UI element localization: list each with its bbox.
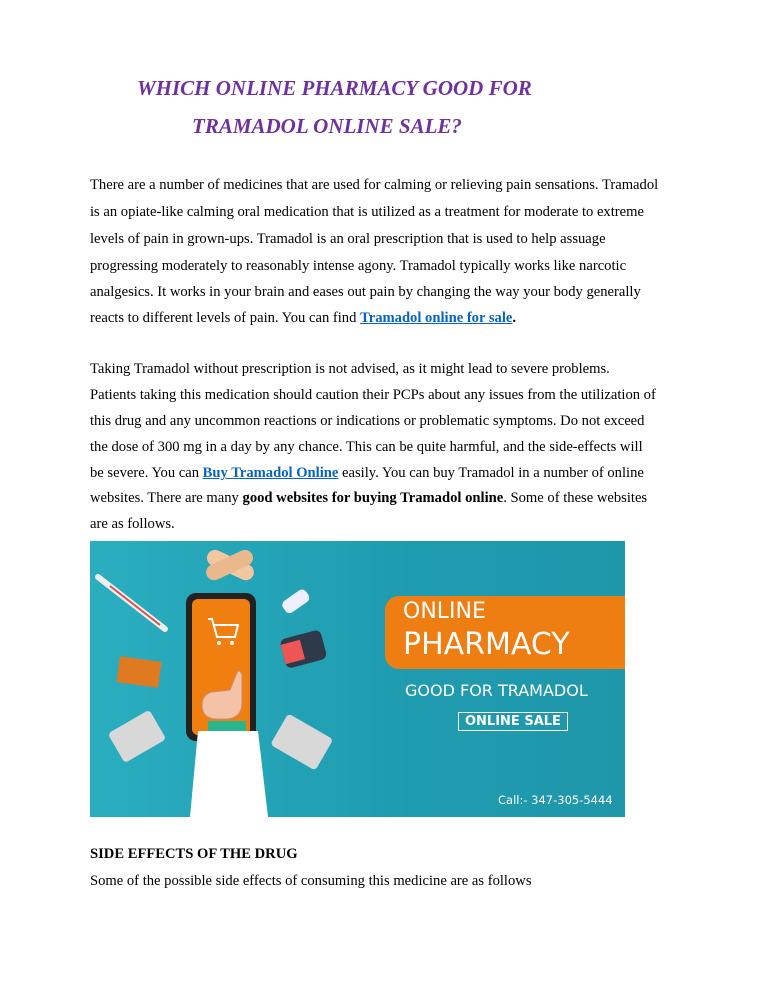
online-pharmacy-banner-image — [90, 541, 625, 817]
p1-line: levels of pain in grown-ups. Tramadol is an oral prescription that is used to help assuage — [90, 231, 606, 247]
buy-tramadol-link[interactable]: Buy Tramadol Online — [202, 465, 339, 481]
p2-line: Taking Tramadol without prescription is not advised, as it might lead to severe problems. — [90, 361, 610, 377]
p2-line — [90, 465, 644, 482]
title-line-2: TRAMADOL ONLINE SALE? — [192, 114, 462, 138]
tramadol-online-link[interactable]: Tramadol online for sale — [360, 310, 513, 326]
banner-good-for: GOOD FOR TRAMADOL — [405, 681, 588, 700]
p2-line: the dose of 300 mg in a day by any chance. This can be quite harmful, and the side-effects will — [90, 439, 643, 455]
p1-line: analgesics. It works in your brain and eases out pain by changing the way your body generally — [90, 284, 641, 300]
bold-text: good websites for buying Tramadol online — [242, 490, 504, 506]
title-line-1: WHICH ONLINE PHARMACY GOOD FOR — [137, 76, 532, 100]
text: websites. There are many — [90, 490, 243, 506]
p2-line: are as follows. — [90, 516, 175, 532]
text: be severe. You can — [90, 465, 203, 481]
side-effects-text: Some of the possible side effects of consuming this medicine are as follows — [90, 873, 532, 889]
p2-line: this drug and any uncommon reactions or indications or problematic symptoms. Do not exceed — [90, 413, 645, 429]
p2-line: Patients taking this medication should caution their PCPs about any issues from the utilization of — [90, 387, 656, 403]
p2-line — [90, 490, 647, 507]
text: reacts to different levels of pain. You can find — [90, 310, 361, 326]
text: easily. You can buy Tramadol in a number of online — [338, 465, 644, 481]
p1-line: is an opiate-like calming oral medication that is utilized as a treatment for moderate to extreme — [90, 204, 644, 220]
banner-online-sale: ONLINE SALE — [458, 712, 568, 731]
pharmacy-illustration-icon — [90, 541, 380, 817]
text: . — [512, 310, 517, 326]
banner-phone: Call:- 347-305-5444 — [498, 793, 613, 807]
p1-line: There are a number of medicines that are used for calming or relieving pain sensations. Tramadol — [90, 177, 659, 193]
p1-line: progressing moderately to reasonably intense agony. Tramadol typically works like narcotic — [90, 258, 627, 274]
text: . Some of these websites — [503, 490, 648, 506]
side-effects-heading: SIDE EFFECTS OF THE DRUG — [90, 846, 298, 862]
banner-online: ONLINE — [403, 599, 486, 624]
banner-pharmacy: PHARMACY — [403, 627, 570, 662]
p1-line — [90, 310, 516, 327]
